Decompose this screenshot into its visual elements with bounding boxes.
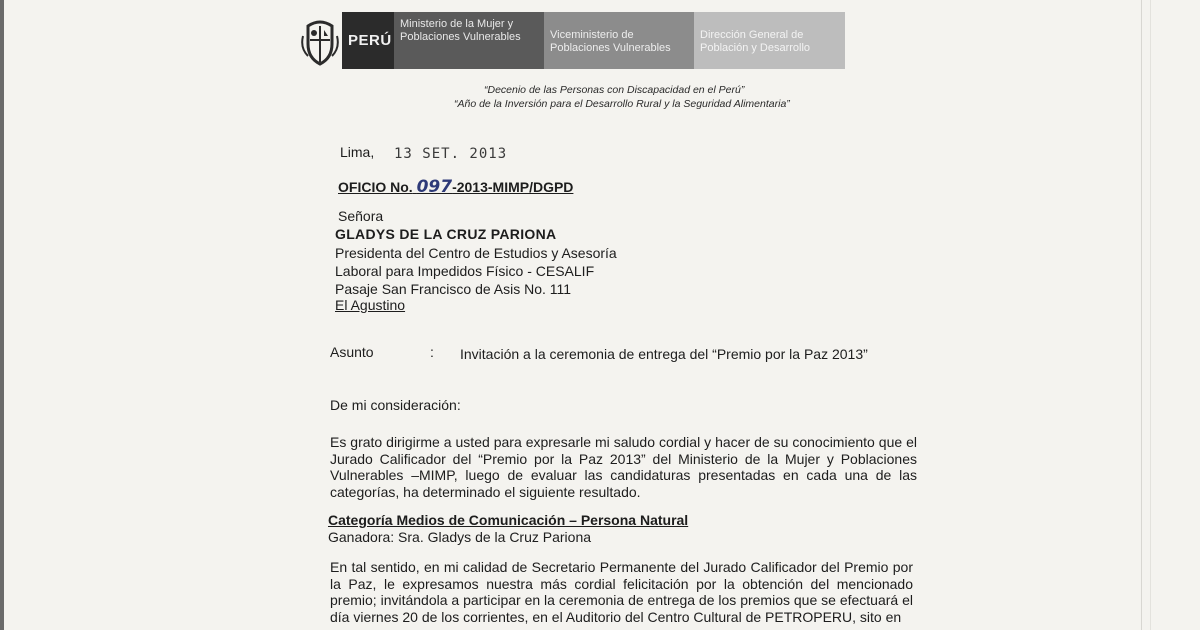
place-label: Lima, [340, 144, 375, 160]
category-winner: Ganadora: Sra. Gladys de la Cruz Pariona [328, 529, 592, 545]
category-title: Categoría Medios de Comunicación – Persona Natural [328, 512, 689, 528]
salutation: Señora [338, 208, 384, 224]
recipient-district: El Agustino [335, 297, 406, 313]
subject-text: Invitación a la ceremonia de entrega del “Premio por la Paz 2013” [460, 346, 868, 362]
date-stamp: 13 SET. 2013 [394, 146, 508, 162]
recipient-name: GLADYS DE LA CRUZ PARIONA [335, 226, 557, 242]
recipient-line-1: Presidenta del Centro de Estudios y Asesoría [335, 245, 617, 261]
direction-block [694, 12, 845, 69]
direction-label: Dirección General de Población y Desarrollo [700, 29, 811, 54]
oficio-prefix: OFICIO No. [338, 179, 413, 195]
coat-of-arms-icon [300, 16, 340, 66]
viceministry-block [544, 12, 694, 69]
recipient-line-2: Laboral para Impedidos Físico - CESALIF [335, 263, 595, 279]
greeting: De mi consideración: [330, 397, 461, 413]
country-label: PERÚ [348, 32, 392, 49]
subject-separator: : [430, 344, 434, 360]
letterhead [300, 12, 845, 69]
oficio-number: 097 [416, 177, 453, 197]
oficio-suffix: -2013-MIMP/DGPD [452, 179, 574, 195]
ministry-label: Ministerio de la Mujer y Poblaciones Vulnerables [400, 18, 521, 43]
viceministry-label: Viceministerio de Poblaciones Vulnerables [550, 29, 671, 54]
recipient-line-3: Pasaje San Francisco de Asis No. 111 [335, 281, 572, 297]
oficio-reference [338, 177, 573, 197]
scan-fold-line [1141, 0, 1142, 630]
scan-fold-line-2 [1150, 0, 1151, 630]
ministry-block [394, 12, 544, 69]
peru-brand-block [342, 12, 394, 69]
motto-line-2: “Año de la Inversión para el Desarrollo Rural y la Seguridad Alimentaria” [454, 98, 790, 110]
motto-line-1: “Decenio de las Personas con Discapacidad en el Perú” [484, 84, 745, 96]
subject-label: Asunto [330, 344, 374, 360]
scan-edge-left [0, 0, 4, 630]
body-paragraph-1: Es grato dirigirme a usted para expresarle mi saludo cordial y hacer de su conocimiento que el Jurado Calificador del “Premio por la Paz 2013” del Ministerio de la Mujer y Poblaciones Vulnerables –MIMP, luego de evaluar las candidaturas presentadas en cada una de las categorías, ha determinado el siguiente resultado. [330, 434, 917, 500]
body-paragraph-2: En tal sentido, en mi calidad de Secretario Permanente del Jurado Calificador del Premio por la Paz, le expresamos nuestra más cordial felicitación por la obtención del mencionado premio; invitándola a participar en la ceremonia de entrega de los premios que se efectuará el día viernes 20 de los corrientes, en el Auditorio del Centro Cultural de PETROPERU, sito en [330, 559, 913, 625]
